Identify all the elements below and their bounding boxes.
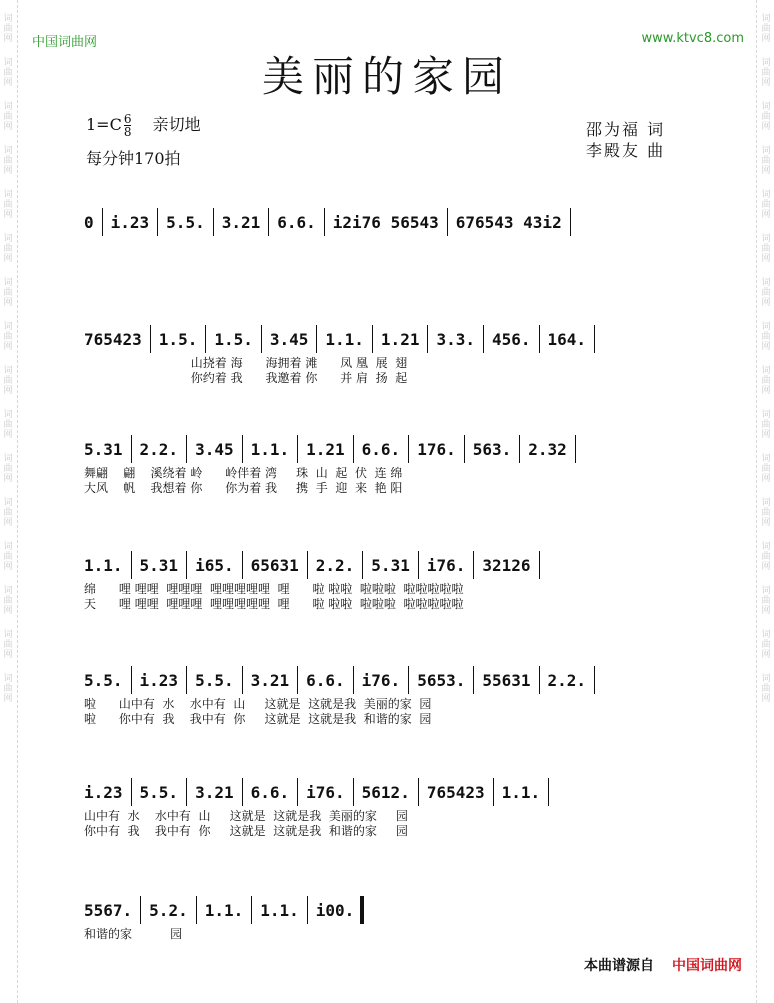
measure: 1.21 — [306, 439, 345, 459]
watermark-text: 词 曲 网 — [3, 366, 13, 396]
notes-row — [84, 548, 706, 582]
watermark-text: 词 曲 网 — [3, 498, 13, 528]
lyric-line-2: 你约着 我 我邀着 你 并 肩 扬 起 — [84, 371, 408, 385]
lyric-line-1: 啦 山中有 水 水中有 山 这就是 这就是我 美丽的家 园 — [84, 697, 432, 711]
measure: 5.5. — [84, 670, 123, 690]
bar-line — [353, 666, 354, 694]
bar-line — [242, 778, 243, 806]
bar-line — [353, 435, 354, 463]
score-line — [84, 663, 706, 727]
bar-line — [157, 208, 158, 236]
measure: 765423 — [84, 329, 142, 349]
lyricist-credit: 邵为福 词 — [586, 120, 666, 139]
bar-line — [418, 551, 419, 579]
watermark-text: 词 曲 网 — [3, 322, 13, 352]
measure: 3.21 — [221, 212, 261, 232]
bar-line — [297, 778, 298, 806]
measure: 563. — [472, 439, 512, 459]
watermark-text: 词 曲 网 — [3, 542, 13, 572]
bar-line — [539, 551, 540, 579]
watermark-text: 词 曲 网 — [761, 674, 771, 704]
time-signature: $\frac{6}{8}$ — [123, 112, 132, 139]
measure: 2.2. — [547, 670, 587, 690]
watermark-text: 词 曲 网 — [3, 410, 13, 440]
left-watermark — [0, 0, 16, 1003]
watermark-text: 词 曲 网 — [761, 630, 771, 660]
bar-line — [186, 435, 187, 463]
measure: 1.5. — [214, 329, 253, 349]
watermark-text: 词 曲 网 — [3, 630, 13, 660]
watermark-text: 词 曲 网 — [3, 102, 13, 132]
bar-line — [131, 435, 132, 463]
left-margin-rule — [17, 0, 18, 1003]
measure: i76. — [426, 555, 466, 575]
bar-line — [372, 325, 373, 353]
measure: 1.21 — [380, 329, 420, 349]
key-prefix: 1=C — [86, 115, 122, 134]
bar-line — [140, 896, 141, 924]
bar-line — [408, 435, 409, 463]
lyric-line-1: 山中有 水 水中有 山 这就是 这就是我 美丽的家 园 — [84, 809, 408, 823]
watermark-text: 词 曲 网 — [761, 410, 771, 440]
measure: 1.1. — [204, 900, 244, 920]
bar-line — [186, 778, 187, 806]
watermark-text: 词 曲 网 — [761, 278, 771, 308]
measure: 5.2. — [149, 900, 188, 920]
watermark-text: 词 曲 网 — [761, 454, 771, 484]
watermark-text: 词 曲 网 — [3, 190, 13, 220]
bar-line — [464, 435, 465, 463]
watermark-text: 词 曲 网 — [761, 322, 771, 352]
measure: 176. — [417, 439, 456, 459]
key-signature — [86, 112, 201, 138]
watermark-text: 词 曲 网 — [761, 498, 771, 528]
bar-line — [570, 208, 571, 236]
watermark-text: 词 曲 网 — [3, 278, 13, 308]
lyric-line-2: 天 哩 哩哩 哩哩哩 哩哩哩哩哩 哩 啦 啦啦 啦啦啦 啦啦啦啦啦 — [84, 597, 464, 611]
bar-line — [473, 551, 474, 579]
measure: 6.6. — [306, 670, 345, 690]
bar-line — [242, 666, 243, 694]
bar-line — [548, 778, 549, 806]
lyric-line-1: 舞翩 翩 溪绕着 岭 岭伴着 湾 珠 山 起 伏 连 绵 — [84, 466, 403, 480]
lyric-line-1: 和谐的家 园 — [84, 927, 183, 941]
bar-line — [316, 325, 317, 353]
measure: 32126 — [482, 555, 531, 575]
right-margin-rule — [756, 0, 757, 1003]
watermark-text: 词 曲 网 — [761, 586, 771, 616]
measure: 5.31 — [371, 555, 410, 575]
measure: 5.31 — [139, 555, 179, 575]
measure: 6.6. — [250, 782, 290, 802]
measure: 6.6. — [277, 212, 316, 232]
bar-line — [473, 666, 474, 694]
notes-row — [84, 432, 706, 466]
measure: 164. — [547, 329, 587, 349]
source-credit — [584, 955, 742, 975]
score-line — [84, 432, 706, 496]
bar-line — [324, 208, 325, 236]
mood-marking: 亲切地 — [152, 115, 201, 134]
bar-line — [594, 325, 595, 353]
bar-line — [251, 896, 252, 924]
lyric-line-2: 你中有 我 我中有 你 这就是 这就是我 和谐的家 园 — [84, 824, 408, 838]
measure: 3.21 — [195, 782, 234, 802]
measure: 5.5. — [139, 782, 179, 802]
bar-line — [242, 551, 243, 579]
measure: i00. — [315, 900, 355, 920]
watermark-text: 词 曲 网 — [3, 674, 13, 704]
watermark-text: 词 曲 网 — [761, 102, 771, 132]
bar-line — [307, 896, 308, 924]
bar-line — [493, 778, 494, 806]
measure: i.23 — [139, 670, 179, 690]
watermark-text: 词 曲 网 — [3, 58, 13, 88]
final-bar-line — [360, 896, 364, 924]
measure: 2.2. — [315, 555, 355, 575]
bar-line — [186, 666, 187, 694]
watermark-text: 词 曲 网 — [3, 14, 13, 44]
score-line — [84, 775, 706, 839]
lyric-line-2: 啦 你中有 我 我中有 你 这就是 这就是我 和谐的家 园 — [84, 712, 432, 726]
measure: 3.3. — [436, 329, 475, 349]
watermark-text: 词 曲 网 — [761, 366, 771, 396]
score-line — [84, 548, 706, 612]
site-name-left[interactable]: 中国词曲网 — [32, 35, 98, 50]
measure: 676543 43i2 — [455, 212, 562, 232]
notes-row — [84, 775, 706, 809]
bar-line — [539, 325, 540, 353]
measure: i65. — [195, 555, 234, 575]
watermark-text: 词 曲 网 — [761, 542, 771, 572]
bar-line — [213, 208, 214, 236]
lyric-line-1: 山挠着 海 海拥着 滩 凤 凰 展 翅 — [84, 356, 408, 370]
bar-line — [102, 208, 103, 236]
watermark-text: 词 曲 网 — [761, 234, 771, 264]
tempo-marking: 每分钟170拍 — [86, 149, 181, 168]
measure: 5.5. — [195, 670, 234, 690]
measure: 1.1. — [325, 329, 364, 349]
bar-line — [539, 666, 540, 694]
measure: 456. — [491, 329, 531, 349]
bar-line — [242, 435, 243, 463]
measure: 5.31 — [84, 439, 123, 459]
measure: 5612. — [361, 782, 410, 802]
measure: 2.2. — [139, 439, 179, 459]
bar-line — [362, 551, 363, 579]
bar-line — [186, 551, 187, 579]
measure: 65631 — [250, 555, 299, 575]
watermark-text: 词 曲 网 — [761, 190, 771, 220]
measure: i.23 — [110, 212, 150, 232]
measure: 2.32 — [528, 439, 567, 459]
site-url[interactable]: www.ktvc8.com — [641, 31, 744, 46]
watermark-text: 词 曲 网 — [3, 586, 13, 616]
lyric-line-2: 大风 帆 我想着 你 你为着 我 携 手 迎 来 艳 阳 — [84, 481, 403, 495]
measure: 3.21 — [250, 670, 290, 690]
measure: 1.5. — [158, 329, 198, 349]
measure: 1.1. — [250, 439, 290, 459]
watermark-text: 词 曲 网 — [761, 146, 771, 176]
measure: 3.45 — [269, 329, 309, 349]
bar-line — [196, 896, 197, 924]
source-label: 本曲谱源自 — [584, 958, 654, 974]
bar-line — [307, 551, 308, 579]
score-line — [84, 205, 706, 239]
measure: 1.1. — [260, 900, 299, 920]
bar-line — [268, 208, 269, 236]
bar-line — [131, 551, 132, 579]
bar-line — [297, 435, 298, 463]
measure: 3.45 — [195, 439, 234, 459]
bar-line — [261, 325, 262, 353]
measure: i76. — [361, 670, 401, 690]
watermark-text: 词 曲 网 — [761, 14, 771, 44]
measure: i76. — [306, 782, 345, 802]
watermark-text: 词 曲 网 — [3, 146, 13, 176]
song-title: 美丽的家园 — [261, 52, 512, 101]
measure: 55631 — [482, 670, 531, 690]
notes-row — [84, 322, 706, 356]
bar-line — [483, 325, 484, 353]
source-site[interactable]: 中国词曲网 — [672, 958, 742, 974]
watermark-text: 词 曲 网 — [3, 454, 13, 484]
measure: 5.5. — [166, 212, 205, 232]
lyric-line-1: 绵 哩 哩哩 哩哩哩 哩哩哩哩哩 哩 啦 啦啦 啦啦啦 啦啦啦啦啦 — [84, 582, 464, 596]
measure: 1.1. — [84, 555, 123, 575]
bar-line — [447, 208, 448, 236]
notes-row — [84, 663, 706, 697]
bar-line — [519, 435, 520, 463]
watermark-text: 词 曲 网 — [3, 234, 13, 264]
score-line — [84, 322, 706, 386]
right-watermark — [758, 0, 774, 1003]
measure: 5567. — [84, 900, 133, 920]
bar-line — [408, 666, 409, 694]
measure: 1.1. — [501, 782, 541, 802]
bar-line — [131, 778, 132, 806]
bar-line — [594, 666, 595, 694]
bar-line — [297, 666, 298, 694]
measure: 0 — [84, 212, 94, 232]
score-line — [84, 893, 706, 942]
bar-line — [131, 666, 132, 694]
bar-line — [427, 325, 428, 353]
composer-credit: 李殿友 曲 — [586, 141, 666, 160]
measure: 765423 — [426, 782, 485, 802]
notes-row — [84, 205, 706, 239]
measure: 6.6. — [361, 439, 401, 459]
measure: i2i76 56543 — [332, 212, 439, 232]
watermark-text: 词 曲 网 — [761, 58, 771, 88]
bar-line — [575, 435, 576, 463]
bar-line — [418, 778, 419, 806]
measure: i.23 — [84, 782, 123, 802]
notes-row — [84, 893, 706, 927]
measure: 5653. — [417, 670, 466, 690]
bar-line — [205, 325, 206, 353]
bar-line — [150, 325, 151, 353]
bar-line — [353, 778, 354, 806]
